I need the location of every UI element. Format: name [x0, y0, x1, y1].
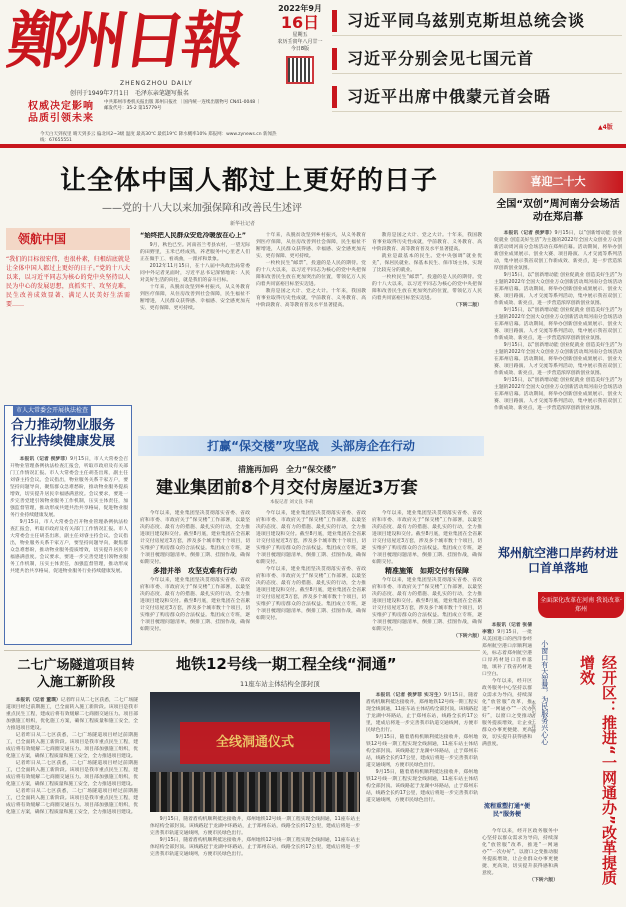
date-box — [268, 4, 332, 122]
lead-paragraph: 2012年11月15日，在十八届中央政治局常委同中外记者见面时，习近平总书记深情地说：人民对美好生活的向往，就是我们的奋斗目标。 — [140, 264, 250, 283]
headline-bar — [332, 10, 337, 32]
reform-continued[interactable]: （下转六版） — [529, 878, 558, 883]
lead-title[interactable]: 让全体中国人都过上更好的日子 — [60, 166, 439, 196]
newspaper-logo: 鄭州日報 — [2, 4, 246, 77]
lead-byline: 新华社记者 — [230, 221, 256, 227]
lead-paragraph: 十年来，从脱贫攻坚到乡村振兴，从义务教育到医疗保障，从住房改善到社会保障，民生福祉不断增进，人民群众获得感、幸福感、安全感更加充实、更有保障、更可持续。 — [140, 285, 250, 311]
date-year-month: 2022年9月 — [278, 4, 322, 13]
housing-column-2: 今年以来，建业集团坚决贯彻落实省委、省政府和市委、市政府关于“保交楼”工作部署，以最坚决的态度、最有力的措施、最扎实的行动，全力推进项目建设和交付。截至8月底，建业集团在全省累计交付房屋近3万套，涉及多个城市数十个项目，切实维护了购房群众的合法权益。集团成立专班，逐个项目梳理问题清单，倒排工期、挂图作战，确保如期交付。 今年以来，建业集团坚决贯彻落实省委、省政府和市委、市政府关于“保交楼”工作部署，以最坚决的态度、最有力的措施、最扎实的行动，全力推进项目建设和交付。截至8月底，建业集团在全省累计交付房屋近3万套，涉及多个城市数十个项目，切实维护了购房群众的合法权益。集团成立专班，逐个项目梳理问题清单，倒排工期、挂图作战，确保如期交付。 — [256, 511, 366, 621]
lead-column-1 — [140, 232, 250, 400]
metro-title[interactable]: 地铁12号线一期工程全线“洞通” — [176, 655, 397, 673]
date-day: 16日 — [280, 13, 320, 32]
housing-banner: 打赢“保交楼”攻坚战 头部房企在行动 — [138, 436, 484, 456]
masthead-divider — [0, 144, 626, 148]
date-lunar: 农历壬寅年八月廿一 — [277, 39, 323, 45]
reform-kicker: 小窗口有大智慧，为民服务兴心心 — [540, 640, 549, 745]
airport-drug-title[interactable]: 郑州航空港口岸药材进口首单落地 — [497, 546, 618, 575]
housing-continued[interactable]: （下转六版） — [453, 634, 482, 639]
lead-quote-heading: “始终把人民群众安危冷暖放在心上” — [140, 232, 247, 239]
lead-pull-quote: “我们的目标很宏伟，也很朴素，归根结底就是让全体中国人都过上更好的日子。”党的十八大以来，以习近平同志为核心的党中央坚持以人民为中心的发展思想，真抓实干、攻坚克难，民生改善成效显著、满足人民美好生活需要…… — [6, 256, 130, 308]
photo-caption: 全线洞通仪式 — [215, 735, 294, 750]
weather-line: 今天白天到夜里 晴天到多云 偏北风2~3级 温度 最高30℃ 最低19℃ 降水概率10% 郑报网：www.zynews.cn 新闻热线：67655551 — [40, 132, 277, 143]
issue-pages: 今日8版 — [290, 46, 310, 52]
housing-byline: 本报记者 刘文良 李莉 — [270, 500, 314, 505]
lead-paragraph: 就业是最基本的民生。党中央强调“就业优先”，保居民就业、保基本民生、保市场主体，实现了比较充分的就业。 — [372, 254, 482, 273]
reform-flow-subhead: 流程重塑打通“便民”服务梗 — [484, 803, 530, 818]
housing-column-1: 今年以来，建业集团坚决贯彻落实省委、省政府和市委、市政府关于“保交楼”工作部署，以最坚决的态度、最有力的措施、最扎实的行动，全力推进项目建设和交付。截至8月底，建业集团在全省累计交付房屋近3万套，涉及多个城市数十个项目，切实维护了购房群众的合法权益。集团成立专班，逐个项目梳理问题清单，倒排工期、挂图作战，确保如期交付。 多措并举 攻坚克难有行动 今年以来，建业集团坚决贯彻落实省委、省政府和市委、市政府关于“保交楼”工作部署，以最坚决的态度、最有力的措施、最扎实的行动，全力推进项目建设和交付。截至8月底，建业集团在全省累计交付房屋近3万套，涉及多个城市数十个项目，切实维护了购房群众的合法权益。集团成立专班，逐个项目梳理问题清单，倒排工期、挂图作战，确保如期交付。 — [140, 511, 250, 632]
lead-paragraph: 十年来，从脱贫攻坚到乡村振兴，从义务教育到医疗保障，从住房改善到社会保障，民生福祉不断增进，人民群众获得感、幸福感、安全感更加充实、更有保障、更可持续。 — [256, 233, 366, 259]
lead-column-banner: 领航中国 — [6, 228, 130, 250]
qr-code-icon — [286, 56, 314, 84]
npc-tag: 市人大常委会开展执法检查 — [13, 406, 91, 416]
slogan-quality: 品质引领未来 — [28, 113, 94, 124]
lead-paragraph: 教育是国之大计、党之大计。十年来，我国教育事业取得历史性成就，学前教育、义务教育、高中阶段教育、高等教育普及水平显著提高。 — [256, 289, 366, 308]
housing-column-3: 今年以来，建业集团坚决贯彻落实省委、省政府和市委、市政府关于“保交楼”工作部署，以最坚决的态度、最有力的措施、最扎实的行动，全力推进项目建设和交付。截至8月底，建业集团在全省累计交付房屋近3万套，涉及多个城市数十个项目，切实维护了购房群众的合法权益。集团成立专班，逐个项目梳理问题清单，倒排工期、挂图作战，确保如期交付。 精准施策 如期交付有保障 今年以来，建业集团坚决贯彻落实省委、省政府和市委、市政府关于“保交楼”工作部署，以最坚决的态度、最有力的措施、最扎实的行动，全力推进项目建设和交付。截至8月底，建业集团在全省累计交付房屋近3万套，涉及多个城市数十个项目，切实维护了购房群众的合法权益。集团成立专班，逐个项目梳理问题清单，倒排工期、挂图作战，确保如期交付。 （下转六版） — [372, 511, 482, 639]
metro-subtitle: 11座车站主体结构全部封顶 — [240, 680, 320, 688]
tunnel-body: 本报讯（记者 董璞）记者昨日从二七区获悉，二七广场隧道项目经过前期施工，已全面转入施工新阶段。该项目是我市重点民生工程，建成后将有效缓解二七商圈交通压力。项目部加强施工组织，优化施工方案，确保工程质量和施工安全，全力推进项目建设。 记者昨日从二七区获悉，二七广场隧道项目经过前期施工，已全面转入施工新阶段。该项目是我市重点民生工程，建成后将有效缓解二七商圈交通压力。项目部加强施工组织，优化施工方案，确保工程质量和施工安全，全力推进项目建设。 记者昨日从二七区获悉，二七广场隧道项目经过前期施工，已全面转入施工新阶段。该项目是我市重点民生工程，建成后将有效缓解二七商圈交通压力。项目部加强施工组织，优化施工方案，确保工程质量和施工安全，全力推进项目建设。 记者昨日从二七区获悉，二七广场隧道项目经过前期施工，已全面转入施工新阶段。该项目是我市重点民生工程，建成后将有效缓解二七商圈交通压力。项目部加强施工组织，优化施工方案，确保工程质量和施工安全，全力推进项目建设。 — [6, 698, 138, 815]
metro-body-left: 9月15日，随着盾构机顺利抵达接收井，郑州地铁12号线一期工程实现全线洞通，11座车站主体结构全部封顶。该线路起于龙湖中环路站，止于郑州东站，线路全长约17公里，建成后将进一步完善我市轨道交通线网，方便市民绿色出行。 9月15日，随着盾构机顺利抵达接收井，郑州地铁12号线一期工程实现全线洞通，11座车站主体结构全部封顶。该线路起于龙湖中环路站，止于郑州东站，线路全长约17公里，建成后将进一步完善我市轨道交通线网，方便市民绿色出行。 — [150, 817, 360, 857]
lead-paragraph: 一枚枚民生“邮票”，投递的是人民的期待。党的十八大以来，以习近平同志为核心的党中央把保障和改善民生放在更加突出的位置，带领亿万人民向着共同富裕目标坚实迈进。 — [256, 261, 366, 287]
lead-paragraph: 一枚枚民生“邮票”，投递的是人民的期待。党的十八大以来，以习近平同志为核心的党中央把保障和改善民生放在更加突出的位置，带领亿万人民向着共同富裕目标坚实迈进。 — [372, 275, 482, 301]
reform-body-bottom: 今年以来，经开区政务服务中心坚持以群众需求为导向，持续深化“放管服”改革，推进“一网通办”“一次办好”，以窗口之变推动服务提质增效，让企业群众办事更便捷、更高效，切实提升获得感和满意度。 （下转六版） — [482, 829, 558, 883]
headline-1[interactable]: 习近平同乌兹别克斯坦总统会谈 — [332, 6, 622, 36]
npc-title[interactable]: 合力推动物业服务行业持续健康发展 — [11, 418, 116, 449]
masthead-info: 中共郑州市委机关报出版 郑州日报社 ｜国内统一连续出版物号 CN41-0048 ｜邮发代号：35-2 第15779号 — [104, 100, 262, 112]
reform-byline: 本报记者 王译博 — [530, 700, 536, 733]
housing-subhead-1: 多措并举 攻坚克难有行动 — [153, 567, 237, 575]
founded-line: 创刊于1949年7月1日 毛泽东亲笔题写报名 — [70, 90, 189, 97]
ceremony-stage — [180, 722, 330, 764]
lead-paragraph: 教育是国之大计、党之大计。十年来，我国教育事业取得历史性成就，学前教育、义务教育、高中阶段教育、高等教育普及水平显著提高。 — [372, 233, 482, 252]
npc-inspection-box — [4, 405, 132, 645]
innovation-week-body: 本报讯（记者 侯梦菲）9月15日，以“创新增动能 创业促就业 创造美好生活”为主题的2022年全国大众创业万众创新活动周河南分会场活动在郑州启幕。活动期间，将举办创新创业成果展示、创业大赛、项目路演、人才交流等系列活动，集中展示我省双创工作新成效、新亮点，进一步营造浓厚创新创业氛围。 9月15日，以“创新增动能 创业促就业 创造美好生活”为主题的2022年全国大众创业万众创新活动周河南分会场活动在郑州启幕。活动期间，将举办创新创业成果展示、创业大赛、项目路演、人才交流等系列活动，集中展示我省双创工作新成效、新亮点，进一步营造浓厚创新创业氛围。 9月15日，以“创新增动能 创业促就业 创造美好生活”为主题的2022年全国大众创业万众创新活动周河南分会场活动在郑州启幕。活动期间，将举办创新创业成果展示、创业大赛、项目路演、人才交流等系列活动，集中展示我省双创工作新成效、新亮点，进一步营造浓厚创新创业氛围。 9月15日，以“创新增动能 创业促就业 创造美好生活”为主题的2022年全国大众创业万众创新活动周河南分会场活动在郑州启幕。活动期间，将举办创新创业成果展示、创业大赛、项目路演、人才交流等系列活动，集中展示我省双创工作新成效、新亮点，进一步营造浓厚创新创业氛围。 9月15日，以“创新增动能 创业促就业 创造美好生活”为主题的2022年全国大众创业万众创新活动周河南分会场活动在郑州启幕。活动期间，将举办创新创业成果展示、创业大赛、项目路演、人才交流等系列活动，集中展示我省双创工作新成效、新亮点，进一步营造浓厚创新创业氛围。 — [494, 231, 622, 411]
headline-bar — [332, 48, 337, 70]
npc-body: 本报讯（记者 侯梦菲）9月15日，市人大常委会召开物业管理条例执法检查汇报会，听取市政府及有关部门工作情况汇报。市人大常委会主任胡荃出席，副主任刘睿主持会议。会议指出，物业服务关系千家万户，要坚持问题导向，聚焦群众急难愁盼，推动物业服务提质增效，切实提升居民幸福感满意度。会议要求，要进一步完善党建引领物业服务工作机制，压实主体责任，加强监督管理，推动形成共建共治共享格局，促进物业服务行业持续健康发展。 9月15日，市人大常委会召开物业管理条例执法检查汇报会，听取市政府及有关部门工作情况汇报。市人大常委会主任胡荃出席，副主任刘睿主持会议。会议指出，物业服务关系千家万户，要坚持问题导向，聚焦群众急难愁盼，推动物业服务提质增效，切实提升居民幸福感满意度。会议要求，要进一步完善党建引领物业服务工作机制，压实主体责任，加强监督管理，推动形成共建共治共享格局，促进物业服务行业持续健康发展。 — [10, 457, 128, 574]
metro-ceremony-photo[interactable] — [150, 692, 360, 812]
reform-title[interactable]: 经开区：推进“一网通办”改革提质增效 — [578, 655, 618, 885]
housing-kicker: 措施再加码 全力“保交楼” — [238, 465, 337, 474]
headline-2[interactable]: 习近平分别会见七国元首 — [332, 44, 622, 74]
logo-english: ZHENGZHOU DAILY — [120, 80, 193, 87]
lead-column-3 — [372, 232, 482, 400]
bottom-divider — [4, 650, 480, 651]
reform-banner: 全面深化改革在河南 我说改革·郑州 — [538, 592, 624, 618]
crowd-image — [150, 772, 360, 812]
party-congress-banner: 喜迎二十大 — [493, 171, 623, 193]
lead-column-2 — [256, 232, 366, 400]
headline-bar — [332, 86, 337, 108]
housing-title[interactable]: 建业集团前8个月交付房屋近3万套 — [156, 478, 418, 498]
metro-body-right: 本报讯（记者 侯梦菲 实习生）9月15日，随着盾构机顺利抵达接收井，郑州地铁12号线一期工程实现全线洞通，11座车站主体结构全部封顶。该线路起于龙湖中环路站，止于郑州东站，线路全长约17公里，建成后将进一步完善我市轨道交通线网，方便市民绿色出行。 9月15日，随着盾构机顺利抵达接收井，郑州地铁12号线一期工程实现全线洞通，11座车站主体结构全部封顶。该线路起于龙湖中环路站，止于郑州东站，线路全长约17公里，建成后将进一步完善我市轨道交通线网，方便市民绿色出行。 9月15日，随着盾构机顺利抵达接收井，郑州地铁12号线一期工程实现全线洞通，11座车站主体结构全部封顶。该线路起于龙湖中环路站，止于郑州东站，线路全长约17公里，建成后将进一步完善我市轨道交通线网，方便市民绿色出行。 — [366, 693, 478, 803]
page-jump[interactable]: ▲4版 — [598, 124, 613, 131]
lead-subtitle: ——党的十八大以来加强保障和改善民生述评 — [102, 203, 302, 214]
innovation-week-title[interactable]: 全国“双创”周河南分会场活动在郑启幕 — [496, 199, 620, 223]
tunnel-title[interactable]: 二七广场隧道项目转入施工新阶段 — [17, 658, 135, 690]
slogan-authority: 权威决定影响 — [28, 101, 94, 112]
headline-3[interactable]: 习近平出席中俄蒙元首会晤 — [332, 82, 622, 112]
date-weekday: 星期五 — [292, 32, 308, 38]
reform-body-left: 本报讯（记者 张倩 李雅）9月15日，一批从美国进口的西洋参经郑州航空港口岸顺利通关，标志着郑州航空港口岸药材进口首单落地，填补了我省药材进口空白。 今年以来，经开区政务服务中心坚持以群众需求为导向，持续深化“放管服”改革，推进“一网通办”“一次办好”，以窗口之变推动服务提质增效，让企业群众办事更便捷、更高效，切实提升获得感和满意度。 — [482, 623, 532, 747]
housing-subhead-2: 精准施策 如期交付有保障 — [385, 567, 469, 575]
lead-continued[interactable]: （下转二版） — [453, 303, 482, 308]
lead-paragraph: 9月，秋色已至。河南省兰考县农村，一望无际的田野里，玉米已经成熟，养老服务中心里老人们正在做手工、看戏曲，一派祥和景象。 — [140, 243, 250, 262]
